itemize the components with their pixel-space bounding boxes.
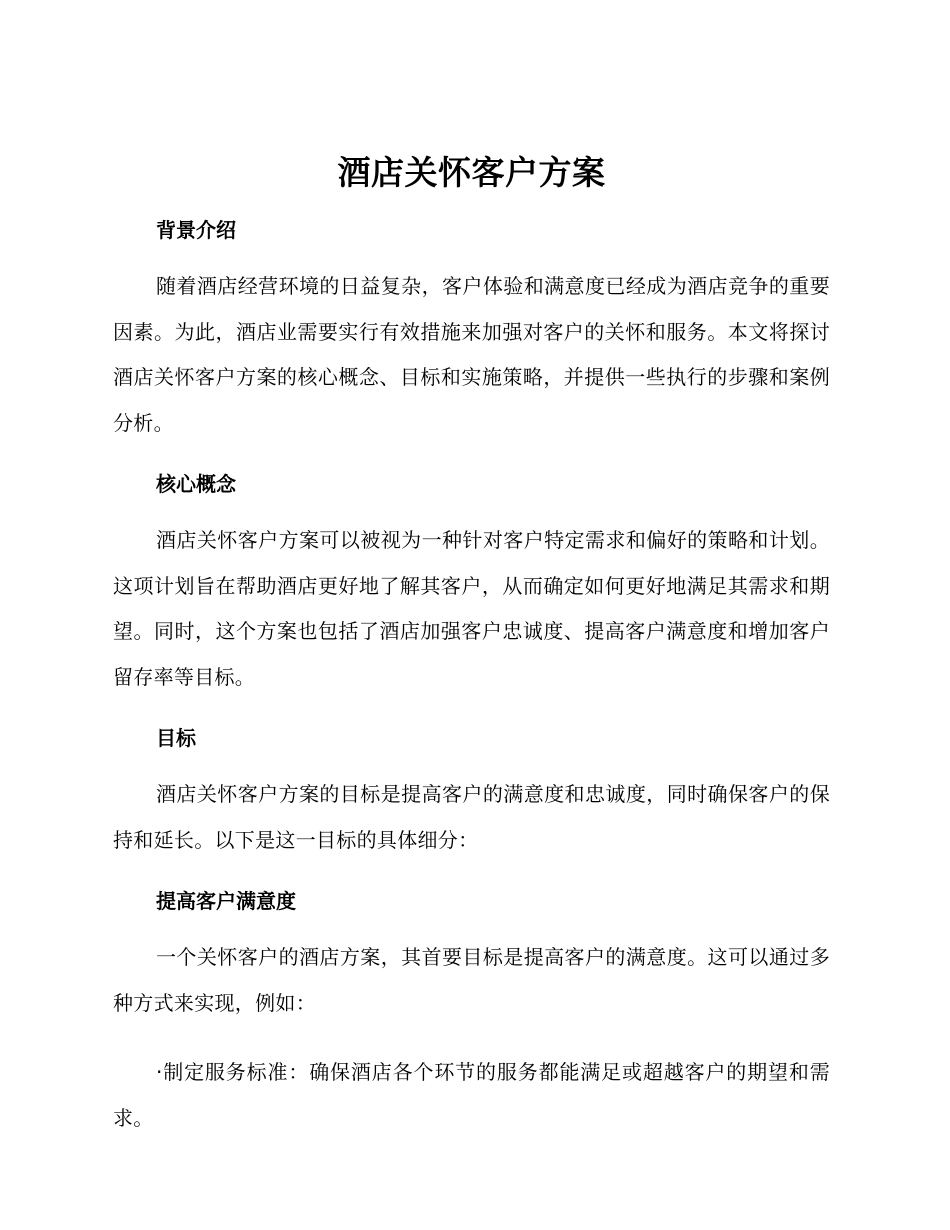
section-paragraph-background: 随着酒店经营环境的日益复杂，客户体验和满意度已经成为酒店竞争的重要因素。为此，酒店业需要实行有效措施来加强对客户的关怀和服务。本文将探讨酒店关怀客户方案的核心概念、目标和实施策略，并提供一些执行的步骤和案例分析。 xyxy=(113,274,830,435)
section-heading-satisfaction: 提高客户满意度 xyxy=(156,889,296,913)
section-heading-goals: 目标 xyxy=(156,726,196,750)
section-heading-core-concept: 核心概念 xyxy=(156,472,236,496)
section-paragraph-core-concept: 酒店关怀客户方案可以被视为一种针对客户特定需求和偏好的策略和计划。这项计划旨在帮助酒店更好地了解其客户，从而确定如何更好地满足其需求和期望。同时，这个方案也包括了酒店加强客户忠诚度、提高客户满意度和增加客户留存率等目标。 xyxy=(113,528,830,689)
section-background xyxy=(113,216,830,446)
section-paragraph-goals: 酒店关怀客户方案的目标是提高客户的满意度和忠诚度，同时确保客户的保持和延长。以下是这一目标的具体细分： xyxy=(113,782,830,852)
section-heading-background: 背景介绍 xyxy=(156,218,236,242)
section-paragraph-satisfaction: 一个关怀客户的酒店方案，其首要目标是提高客户的满意度。这可以通过多种方式来实现，例如： xyxy=(113,945,830,1015)
section-goals xyxy=(113,724,830,863)
bullet-item-service-standard: ·制定服务标准：确保酒店各个环节的服务都能满足或超越客户的期望和需求。 xyxy=(113,1060,830,1130)
section-core-concept xyxy=(113,470,830,700)
section-satisfaction xyxy=(113,887,830,1026)
document-title: 酒店关怀客户方案 xyxy=(337,153,606,192)
